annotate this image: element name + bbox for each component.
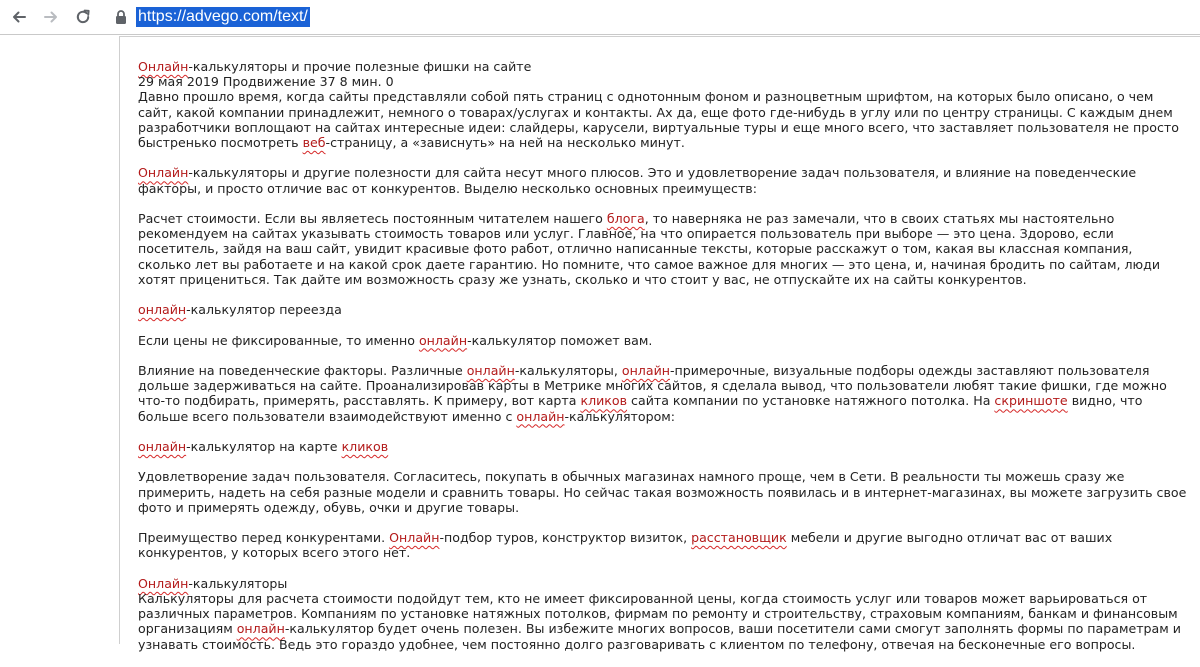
spell-error[interactable]: Онлайн xyxy=(138,59,189,74)
paragraph-competitors: Преимущество перед конкурентами. Онлайн-подбор туров, конструктор визиток, расстановщик мебели и другие выгодно отличат вас от ваших конкурентов, у которых всего этого нет. xyxy=(138,530,1113,561)
section-heading-calculators: Онлайн-калькуляторы xyxy=(138,575,288,591)
paragraph-calculators: Калькуляторы для расчета стоимости подойдут тем, кто не имеет фиксированной цены, когда стоимость услуг или товаров может варьироваться от различных параметров. Компаниям по установке натяжных потолков, фирмам по ремонту и строительству, страховым компаниям, банкам и финансовым организациям онлайн-калькулятор будет очень полезен. Вы избежите многих вопросов, ваши посетители сами смогут заполнять формы по параметрам и узнавать стоимость. Ведь это гораздо удобнее, чем постоянно долго разговаривать с клиентом по телефону, отвечая на бесконечные его вопросы. xyxy=(138,590,1181,652)
reload-icon xyxy=(74,8,92,26)
article-meta: 29 мая 2019 Продвижение 37 8 мин. 0 xyxy=(138,74,394,90)
back-button[interactable] xyxy=(6,4,32,30)
paragraph-behavior: Влияние на поведенческие факторы. Различные онлайн-калькуляторы, онлайн-примерочные, визуальные подборы одежды заставляют пользователя дольше задерживаться на сайте. Проанализировав карты в Метрике многих сайтов, я сделала вывод, что пользователи любят такие фишки, где можно что-то подбирать, примерять, расставлять. К примеру, вот карта кликов сайта компании по установке натяжного потолка. На скриншоте видно, что больше всего пользователи взаимодействуют именно с онлайн-калькулятором: xyxy=(138,362,1167,424)
left-gutter xyxy=(0,36,119,644)
spell-error[interactable]: расстановщик xyxy=(691,530,787,546)
text-editor[interactable] xyxy=(119,36,1200,652)
spell-error[interactable]: Онлайн xyxy=(138,165,189,181)
spell-error[interactable]: Онлайн xyxy=(138,575,189,591)
forward-arrow-icon xyxy=(42,8,60,26)
browser-toolbar xyxy=(0,0,1200,35)
address-bar-url[interactable]: https://advego.com/text/ xyxy=(138,8,308,25)
paragraph-benefits: Онлайн-калькуляторы и другие полезности для сайта несут много плюсов. Это и удовлетворение задач пользователя, и влияние на поведенческие факторы, и просто отличие вас от конкурентов. Выделю несколько основных преимуществ: xyxy=(138,165,1137,196)
paragraph-not-fixed-prices: Если цены не фиксированные, то именно онлайн-калькулятор поможет вам. xyxy=(138,332,653,348)
spell-error[interactable]: веб xyxy=(302,135,326,151)
forward-button[interactable] xyxy=(38,4,64,30)
spell-error[interactable]: онлайн xyxy=(418,332,468,348)
spell-error[interactable]: онлайн xyxy=(466,362,515,378)
article-title: Онлайн-калькуляторы и прочие полезные фишки на сайте xyxy=(138,59,532,74)
spell-error[interactable]: онлайн xyxy=(621,362,670,378)
spell-error[interactable]: кликов xyxy=(341,438,389,454)
paragraph-cost: Расчет стоимости. Если вы являетесь постоянным читателем нашего блога, то наверняка не раз замечали, что в своих статьях мы настоятельно рекомендуем на сайтах указывать стоимость товаров или услуг. Главное, на что опирается пользователь при выборе — это цена. Здорово, если посетитель, зайдя на ваш сайт, увидит красивые фото работ, отлично написанные тексты, которые расскажут о том, какая вы классная компания, сколько лет вы работаете и на какой срок даете гарантию. Но помните, что самое важное для многих — это цена, и, начиная бродить по сайтам, люди хотят прицениться. Так дайте им возможность сразу же узнать, сколько и что стоит у вас, не отпускайте их на сайты конкурентов. xyxy=(138,211,1161,287)
caption-moving-calculator: онлайн-калькулятор переезда xyxy=(138,302,342,318)
document-text[interactable] xyxy=(138,59,1188,667)
spell-error[interactable]: кликов xyxy=(580,393,628,409)
paragraph-intro: Давно прошло время, когда сайты представляли собой пять страниц с однотонным фоном и разноцветным шрифтом, на которых было описано, о чем сайт, какой компании принадлежит, немного о товарах/услугах и контакты. Ах да, еще фото где-нибудь в углу или по центру страницы. С каждым днем разработчики воплощают на сайтах интересные идеи: слайдеры, карусели, виртуальные туры и еще много всего, что заставляет пользователя не просто быстренько посмотреть веб-страницу, а «зависнуть» на ней на несколько минут. xyxy=(138,89,1179,151)
spell-error[interactable]: онлайн xyxy=(236,621,285,637)
spell-error[interactable]: онлайн xyxy=(138,302,187,318)
spell-error[interactable]: онлайн xyxy=(516,408,565,424)
back-arrow-icon xyxy=(10,8,28,26)
lock-icon xyxy=(113,9,129,25)
reload-button[interactable] xyxy=(70,4,96,30)
spell-error[interactable]: блога xyxy=(606,211,645,226)
caption-click-map: онлайн-калькулятор на карте кликов xyxy=(138,438,389,454)
paragraph-user-tasks: Удовлетворение задач пользователя. Согласитесь, покупать в обычных магазинах намного проще, чем в Сети. В реальности ты можешь сразу же примерить, надеть на себя разные модели и сравнить товары. Но сейчас такая возможность появилась и в интернет-магазинах, вы можете загрузить свое фото и примерять одежду, обувь, очки и другие товары. xyxy=(138,469,1187,515)
spell-error[interactable]: онлайн xyxy=(138,438,187,454)
spell-error[interactable]: скриншоте xyxy=(994,393,1068,409)
spell-error[interactable]: Онлайн xyxy=(389,530,440,546)
